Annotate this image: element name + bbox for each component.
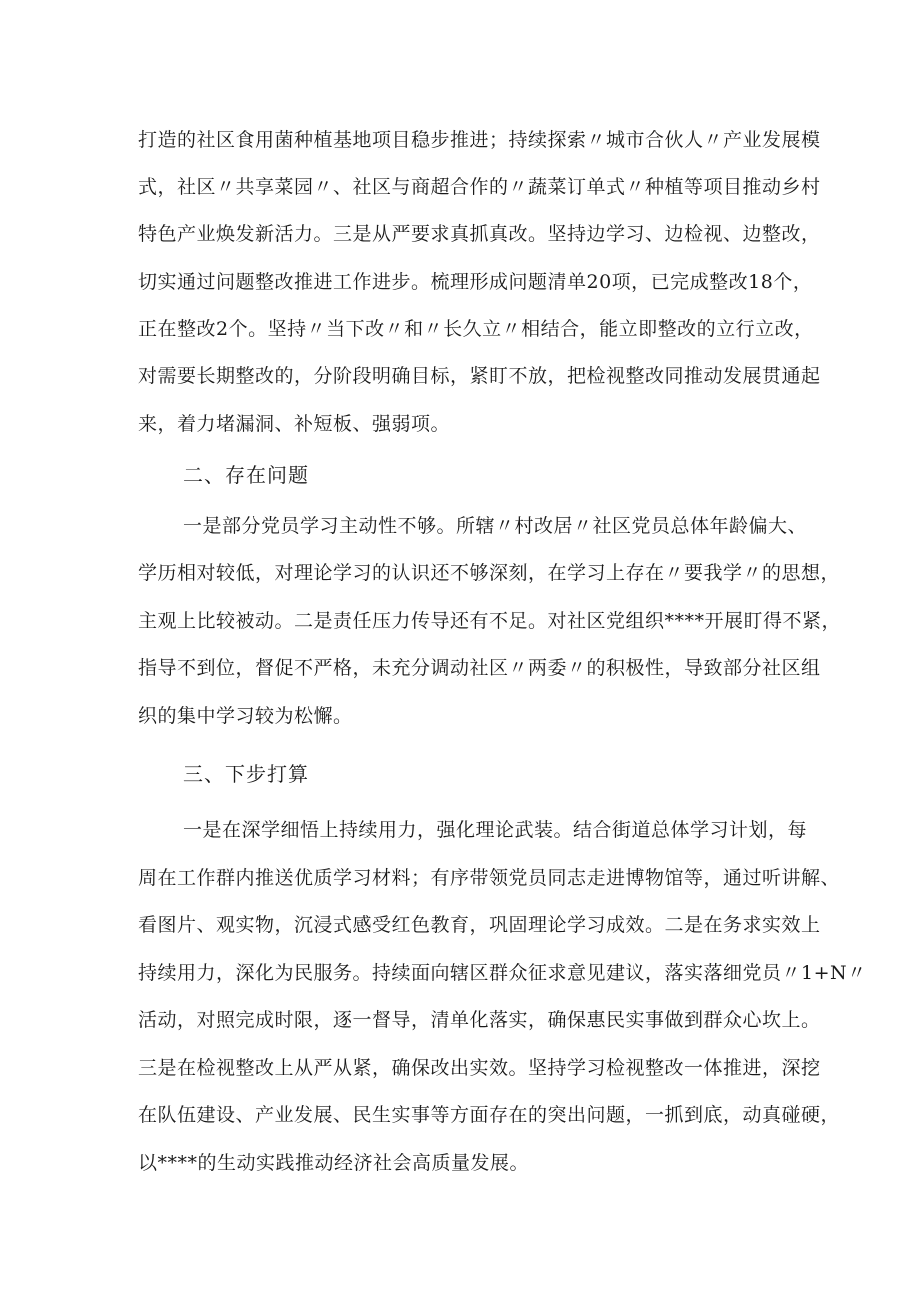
paragraph-line: 以****的生动实践推动经济社会高质量发展。 — [138, 1152, 530, 1174]
section-heading-next-steps: 三、下步打算 — [183, 762, 309, 786]
paragraph-line: 正在整改2个。坚持〃当下改〃和〃长久立〃相结合，能立即整改的立行立改， — [138, 318, 814, 340]
paragraph-line: 持续用力，深化为民服务。持续面向辖区群众征求意见建议，落实落细党员〃1+N〃 — [138, 962, 867, 984]
paragraph-line: 周在工作群内推送优质学习材料；有序带领党员同志走进博物馆等，通过听讲解、 — [138, 867, 841, 889]
paragraph-line: 织的集中学习较为松懈。 — [138, 705, 353, 727]
paragraph-line: 式，社区〃共享菜园〃、社区与商超合作的〃蔬菜订单式〃种植等项目推动乡村 — [138, 176, 821, 198]
paragraph-line: 学历相对较低，对理论学习的认识还不够深刻，在学习上存在〃要我学〃的思想， — [138, 562, 841, 584]
paragraph-line: 打造的社区食用菌种植基地项目稳步推进；持续探索〃城市合伙人〃产业发展模 — [138, 129, 821, 151]
paragraph-line: 在队伍建设、产业发展、民生实事等方面存在的突出问题，一抓到底，动真碰硬， — [138, 1104, 841, 1126]
paragraph-line: 指导不到位，督促不严格，未充分调动社区〃两委〃的积极性，导致部分社区组 — [138, 657, 821, 679]
paragraph-line: 切实通过问题整改推进工作进步。梳理形成问题清单20项，已完成整改18个， — [138, 271, 813, 293]
paragraph-line: 活动，对照完成时限，逐一督导，清单化落实，确保惠民实事做到群众心坎上。 — [138, 1009, 821, 1031]
paragraph-line: 对需要长期整改的，分阶段明确目标，紧盯不放，把检视整改同推动发展贯通起 — [138, 365, 821, 387]
section-heading-problems: 二、存在问题 — [183, 463, 309, 487]
paragraph-line: 主观上比较被动。二是责任压力传导还有不足。对社区党组织****开展盯得不紧， — [138, 610, 842, 632]
paragraph-line: 特色产业焕发新活力。三是从严要求真抓真改。坚持边学习、边检视、边整改， — [138, 223, 821, 245]
paragraph-line: 一是在深学细悟上持续用力，强化理论武装。结合街道总体学习计划，每 — [183, 819, 808, 841]
paragraph-line: 一是部分党员学习主动性不够。所辖〃村改居〃社区党员总体年龄偏大、 — [183, 515, 808, 537]
paragraph-line: 三是在检视整改上从严从紧，确保改出实效。坚持学习检视整改一体推进，深挖 — [138, 1057, 821, 1079]
paragraph-line: 看图片、观实物，沉浸式感受红色教育，巩固理论学习成效。二是在务求实效上 — [138, 914, 821, 936]
paragraph-line: 来，着力堵漏洞、补短板、强弱项。 — [138, 413, 451, 435]
